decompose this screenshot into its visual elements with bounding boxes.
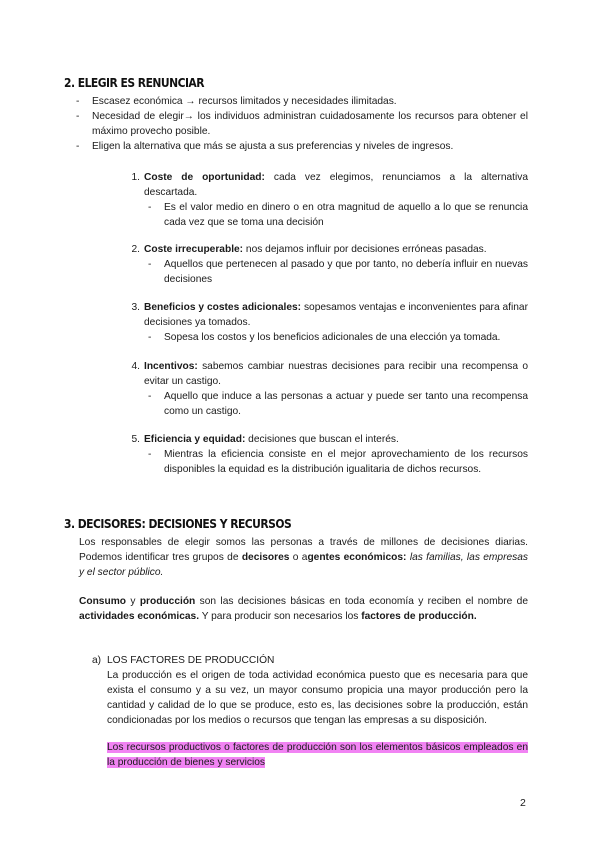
item-number: 1. xyxy=(131,172,140,183)
item-5-sub: Mientras la eficiencia consiste en el mejor aprovechamiento de los recursos disponibles la equidad es la distribución igualitaria de dichos recursos. xyxy=(164,449,528,475)
factores-paragraph: La producción es el origen de toda actividad económica puesto que es necesaria para que exista el consumo y a su vez, un mayor consumo propicia una mayor producción pero la cantidad y calidad de lo que se produce, esto es, las decisiones sobre la producción, están condicionadas por los medios o recursos que tengan las empresas a su disposición. xyxy=(107,670,528,726)
sub-dash: - xyxy=(148,332,152,343)
actividades-paragraph: Consumo y producción son las decisiones básicas en toda economía y reciben el nombre de actividades económicas. Y para producir son necesarios los factores de producción. xyxy=(79,596,528,622)
item-4-sub: Aquello que induce a las personas a actuar y puede ser tanto una recompensa como un castigo. xyxy=(164,391,528,417)
item-number: 4. xyxy=(131,361,140,372)
sub-dash: - xyxy=(148,449,152,460)
subsection-title: LOS FACTORES DE PRODUCCIÓN xyxy=(107,655,275,666)
sub-dash: - xyxy=(148,391,152,402)
sub-dash: - xyxy=(148,202,152,213)
bullet-3: Eligen la alternativa que más se ajusta a sus preferencias y niveles de ingresos. xyxy=(92,141,454,152)
page-number: 2 xyxy=(520,797,526,809)
decisores-paragraph: Los responsables de elegir somos las personas a través de millones de decisiones diarias. Podemos identificar tres grupos de decisores o agentes económicos: las familias, las empresas y el sector público. xyxy=(79,537,528,578)
bullet-dash: - xyxy=(76,111,80,122)
item-coste-oportunidad: Coste de oportunidad: cada vez elegimos, renunciamos a la alternativa descartada. xyxy=(144,172,529,198)
item-eficiencia-equidad: Eficiencia y equidad: decisiones que buscan el interés. xyxy=(144,434,399,445)
item-number: 2. xyxy=(131,244,140,255)
bullet-1: Escasez económica → recursos limitados y necesidades ilimitadas. xyxy=(92,96,397,107)
bullet-dash: - xyxy=(76,141,80,152)
item-number: 3. xyxy=(131,302,140,313)
item-2-sub: Aquellos que pertenecen al pasado y que por tanto, no debería influir en nuevas decisiones xyxy=(164,259,528,285)
item-1-sub: Es el valor medio en dinero o en otra magnitud de aquello a lo que se renuncia cada vez que se toma una decisión xyxy=(164,202,528,228)
subsection-label: a) xyxy=(92,655,102,666)
item-number: 5. xyxy=(131,434,140,445)
item-beneficios-costes: Beneficios y costes adicionales: sopesamos ventajas e inconvenientes para afinar decisiones ya tomados. xyxy=(144,302,528,328)
bullet-2: Necesidad de elegir→ los individuos administran cuidadosamente los recursos para obtener el máximo provecho posible. xyxy=(92,111,528,137)
highlighted-definition: Los recursos productivos o factores de producción son los elementos básicos empleados en la producción de bienes y servicios xyxy=(107,742,528,768)
section-2-heading: 2. ELEGIR ES RENUNCIAR xyxy=(64,75,205,90)
item-3-sub: Sopesa los costos y los beneficios adicionales de una elección ya tomada. xyxy=(164,332,501,343)
item-incentivos: Incentivos: sabemos cambiar nuestras decisiones para recibir una recompensa o evitar un castigo. xyxy=(144,361,528,387)
section-3-heading: 3. DECISORES: DECISIONES Y RECURSOS xyxy=(64,516,292,531)
item-coste-irrecuperable: Coste irrecuperable: nos dejamos influir por decisiones erróneas pasadas. xyxy=(144,244,487,255)
sub-dash: - xyxy=(148,259,152,270)
bullet-dash: - xyxy=(76,96,80,107)
